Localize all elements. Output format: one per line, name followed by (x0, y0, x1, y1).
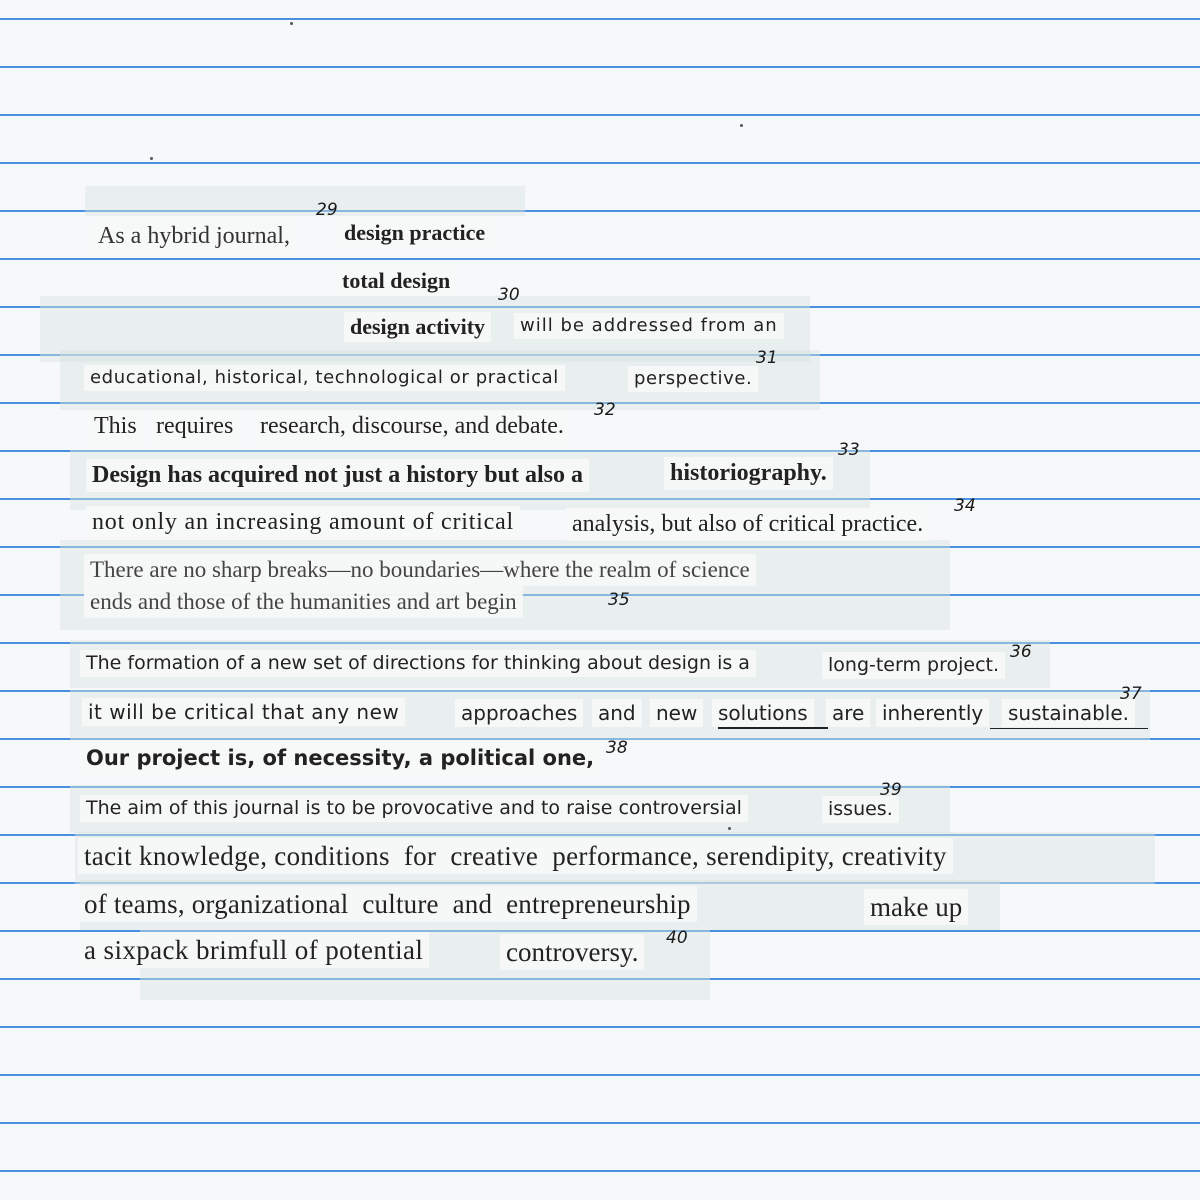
tape-strip (85, 186, 525, 216)
footnote-36: 36 (1010, 642, 1032, 662)
clipping-and: and (592, 699, 642, 727)
paper-speck (150, 157, 153, 160)
clipping-new: new (650, 699, 703, 727)
clipping-approaches: approaches (455, 699, 583, 727)
clipping-design-activity: design activity (344, 312, 491, 342)
clipping-design-practice: design practice (338, 218, 491, 248)
clipping-our-project-political: Our project is, of necessity, a political one, (80, 744, 600, 773)
paper-speck (740, 124, 743, 127)
clipping-historiography: historiography. (664, 457, 833, 490)
clipping-long-term-project: long-term project. (822, 652, 1005, 679)
clipping-solutions: solutions (712, 699, 814, 727)
footnote-34: 34 (954, 496, 976, 516)
clipping-inherently: inherently (876, 699, 989, 727)
clipping-total-design: total design (336, 266, 456, 296)
clipping-aim-of-this-journal: The aim of this journal is to be provocative and to raise controversial (80, 795, 748, 822)
underline-sustainable (990, 728, 1148, 729)
footnote-37: 37 (1120, 684, 1142, 704)
paper-speck (290, 22, 293, 25)
clipping-analysis-critical-practice: analysis, but also of critical practice. (566, 508, 929, 541)
clipping-research-discourse: research, discourse, and debate. (254, 410, 570, 443)
clipping-issues: issues. (822, 796, 899, 823)
footnote-40: 40 (666, 928, 688, 948)
clipping-no-sharp-breaks: There are no sharp breaks—no boundaries—where the realm of science (84, 554, 756, 586)
clipping-of-teams-organizational: of teams, organizational culture and entrepreneurship (78, 886, 697, 922)
clipping-make-up: make up (864, 889, 968, 925)
underline-solutions (718, 727, 828, 729)
clipping-not-only-increasing: not only an increasing amount of critical (86, 506, 520, 539)
clipping-design-has-acquired: Design has acquired not just a history but also a (86, 459, 589, 492)
footnote-30: 30 (498, 285, 520, 305)
footnote-39: 39 (880, 780, 902, 800)
clipping-will-be-addressed: will be addressed from an (514, 313, 784, 339)
clipping-are: are (826, 699, 870, 727)
footnote-33: 33 (838, 440, 860, 460)
footnote-29: 29 (316, 200, 338, 220)
footnote-32: 32 (594, 400, 616, 420)
clipping-this: This (88, 410, 143, 443)
clipping-controversy: controversy. (500, 934, 644, 970)
footnote-35: 35 (608, 590, 630, 610)
clipping-as-a-hybrid-journal: As a hybrid journal, (92, 220, 296, 253)
footnote-38: 38 (606, 738, 628, 758)
clipping-tacit-knowledge: tacit knowledge, conditions for creative performance, serendipity, creativity (78, 838, 953, 874)
footnote-31: 31 (756, 348, 778, 368)
clipping-sixpack-brimfull: a sixpack brimfull of potential (78, 932, 429, 968)
clipping-perspective: perspective. (628, 366, 758, 392)
paper-speck (728, 827, 731, 830)
clipping-humanities-and-art: ends and those of the humanities and art begin (84, 586, 523, 618)
clipping-it-will-be-critical: it will be critical that any new (82, 698, 405, 726)
clipping-requires: requires (150, 410, 239, 443)
clipping-educational-historical: educational, historical, technological or practical (84, 365, 565, 391)
clipping-sustainable: sustainable. (1002, 699, 1135, 727)
clipping-formation-new-directions: The formation of a new set of directions for thinking about design is a (80, 650, 756, 677)
